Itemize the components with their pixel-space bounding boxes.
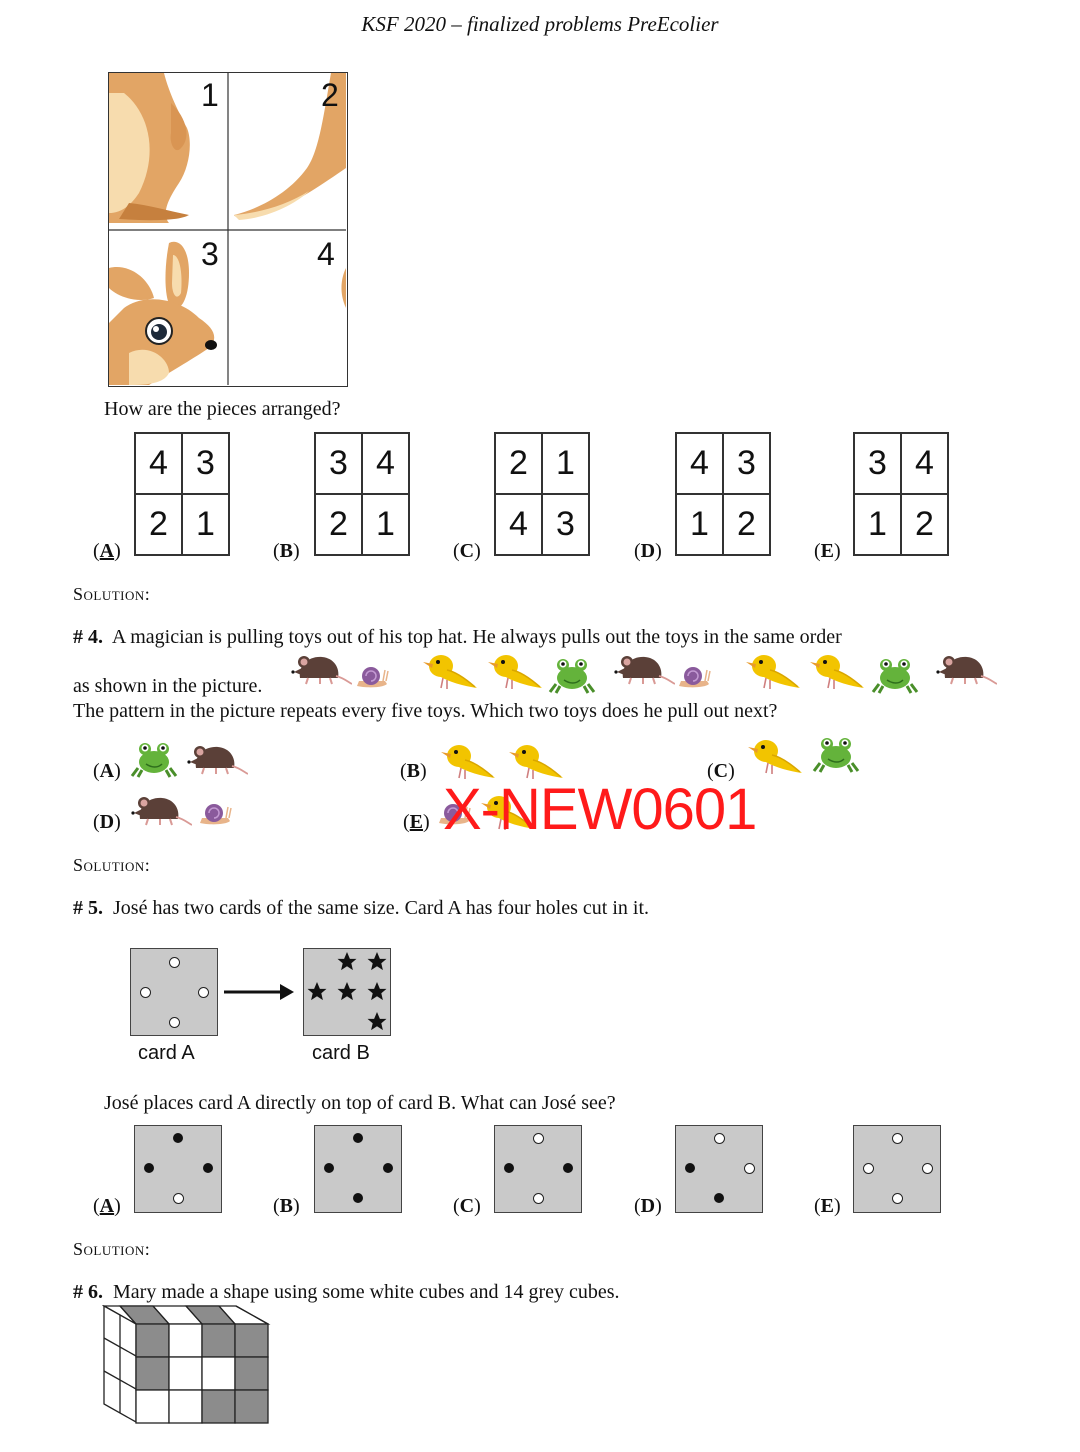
problem-number: # 4. (73, 626, 103, 648)
option-b-label[interactable]: (B) (273, 540, 300, 562)
option-c-label[interactable]: (C) (453, 540, 481, 562)
option-d-label[interactable]: (D) (634, 540, 662, 562)
option-letter: E (820, 1195, 835, 1217)
grey-cube (136, 1357, 169, 1390)
mouse-icon (935, 648, 997, 693)
grey-cube (235, 1357, 268, 1390)
problem-number: # 5. (73, 897, 103, 919)
card-b (303, 948, 391, 1036)
option-d-grid[interactable] (675, 432, 771, 556)
hole-icon (169, 957, 180, 968)
hole-icon (533, 1193, 544, 1204)
grid-cell: 4 (495, 494, 542, 555)
problem-4-line2: as shown in the picture. (73, 675, 263, 697)
problem-5-question: José places card A directly on top of card B. What can José see? (104, 1092, 616, 1114)
stars-pattern (304, 949, 390, 1035)
p5-option-a-label[interactable]: (A) (93, 1195, 121, 1217)
white-cube (136, 1390, 169, 1423)
mouse-icon (613, 648, 675, 693)
problem-5-line (73, 897, 649, 920)
option-letter: B (279, 1195, 294, 1217)
p5-option-b-label[interactable]: (B) (273, 1195, 300, 1217)
question-text: How are the pieces arranged? (104, 398, 341, 420)
grid-cell: 3 (182, 433, 229, 494)
grid-cell: 1 (676, 494, 723, 555)
dot-icon (504, 1163, 514, 1173)
option-letter: B (279, 540, 294, 562)
page-header: KSF 2020 – finalized problems PreEcolier (361, 12, 719, 36)
grey-cube (235, 1390, 268, 1423)
grid-cell: 1 (854, 494, 901, 555)
option-letter: A (99, 760, 115, 782)
tile-number: 3 (201, 236, 219, 272)
option-letter: D (640, 540, 656, 562)
p4-option-a-toys[interactable] (130, 738, 260, 782)
option-letter: C (713, 760, 729, 782)
white-cube (169, 1390, 202, 1423)
option-a-label[interactable]: (A) (93, 540, 121, 562)
hole-icon (892, 1193, 903, 1204)
frog-icon (548, 654, 596, 699)
card-b-label: card B (312, 1042, 370, 1064)
option-letter: D (640, 1195, 656, 1217)
tile-number: 1 (201, 77, 219, 113)
dot-icon (173, 1133, 183, 1143)
grid-cell: 2 (135, 494, 182, 555)
toy-sequence (290, 648, 1000, 694)
mouse-icon (186, 738, 248, 783)
arrow-right-icon (224, 982, 296, 1002)
p4-option-c-toys[interactable] (744, 733, 879, 777)
dot-icon (563, 1163, 573, 1173)
mouse-icon (290, 648, 352, 693)
snail-icon (355, 662, 389, 695)
bird-icon (742, 648, 802, 699)
problem-number: # 6. (73, 1281, 103, 1303)
option-c-grid[interactable] (494, 432, 590, 556)
solution-label: Solution: (73, 1239, 151, 1259)
hole-icon (198, 987, 209, 998)
bird-icon (484, 648, 544, 699)
option-b-grid[interactable] (314, 432, 410, 556)
grid-cell: 2 (901, 494, 948, 555)
dot-icon (203, 1163, 213, 1173)
frog-icon (871, 654, 919, 699)
option-e-label[interactable]: (E) (814, 540, 841, 562)
grey-cube (202, 1324, 235, 1357)
option-letter: C (459, 1195, 475, 1217)
kangaroo-illustration (109, 73, 346, 385)
star-icon (308, 982, 327, 1000)
grid-cell: 2 (723, 494, 770, 555)
snail-icon (677, 662, 711, 695)
card-a (130, 948, 218, 1036)
grid-cell: 4 (135, 433, 182, 494)
grid-cell: 3 (542, 494, 589, 555)
p5-option-d-card[interactable] (675, 1125, 763, 1213)
kangaroo-puzzle (108, 72, 348, 387)
star-icon (368, 982, 387, 1000)
problem-6-line (73, 1281, 620, 1304)
grey-cube (235, 1324, 268, 1357)
option-a-grid[interactable] (134, 432, 230, 556)
grid-cell: 1 (362, 494, 409, 555)
p4-option-c-label[interactable]: (C) (707, 760, 735, 782)
option-letter: D (99, 811, 115, 833)
white-cube (169, 1324, 202, 1357)
dot-icon (324, 1163, 334, 1173)
p5-option-b-card[interactable] (314, 1125, 402, 1213)
grid-cell: 4 (676, 433, 723, 494)
problem-4-line3: The pattern in the picture repeats every five toys. Which two toys does he pull out next? (73, 700, 778, 722)
p5-option-c-label[interactable]: (C) (453, 1195, 481, 1217)
p5-option-e-card[interactable] (853, 1125, 941, 1213)
problem-text: José has two cards of the same size. Card A has four holes cut in it. (113, 897, 649, 919)
hole-icon (892, 1133, 903, 1144)
hole-icon (140, 987, 151, 998)
dot-icon (685, 1163, 695, 1173)
star-icon (368, 1012, 387, 1030)
star-icon (338, 982, 357, 1000)
dot-icon (144, 1163, 154, 1173)
option-letter: E (820, 540, 835, 562)
problem-text: Mary made a shape using some white cubes and 14 grey cubes. (113, 1281, 620, 1303)
card-a-label: card A (138, 1042, 195, 1064)
grey-cube (202, 1390, 235, 1423)
frog-icon (812, 733, 860, 778)
hole-icon (169, 1017, 180, 1028)
white-cube (202, 1357, 235, 1390)
p4-option-e-label[interactable]: (E) (403, 811, 430, 833)
star-icon (338, 952, 357, 970)
hole-icon (533, 1133, 544, 1144)
grid-cell: 2 (315, 494, 362, 555)
hole-icon (863, 1163, 874, 1174)
white-cube (169, 1357, 202, 1390)
p4-option-d-label[interactable]: (D) (93, 811, 121, 833)
option-letter: B (406, 760, 421, 782)
p5-option-a-card[interactable] (134, 1125, 222, 1213)
tile-number: 2 (321, 77, 339, 113)
hole-icon (714, 1133, 725, 1144)
dot-icon (353, 1193, 363, 1203)
grid-cell: 3 (854, 433, 901, 494)
grid-cell: 3 (315, 433, 362, 494)
p5-option-d-label[interactable]: (D) (634, 1195, 662, 1217)
problem-text: A magician is pulling toys out of his top hat. He always pulls out the toys in the same order (111, 626, 842, 648)
option-letter: C (459, 540, 475, 562)
grid-cell: 2 (495, 433, 542, 494)
option-letter: A (99, 1195, 115, 1217)
tile-number: 4 (317, 236, 335, 272)
bird-icon (419, 648, 479, 699)
grid-cell: 3 (723, 433, 770, 494)
snail-icon (198, 799, 232, 832)
p5-option-c-card[interactable] (494, 1125, 582, 1213)
p4-option-b-label[interactable]: (B) (400, 760, 427, 782)
grid-cell: 1 (182, 494, 229, 555)
hole-icon (744, 1163, 755, 1174)
dot-icon (714, 1193, 724, 1203)
option-e-grid[interactable] (853, 432, 949, 556)
grid-cell: 4 (901, 433, 948, 494)
mouse-icon (130, 789, 192, 834)
option-letter: E (409, 811, 424, 833)
bird-icon (806, 648, 866, 699)
p5-option-e-label[interactable]: (E) (814, 1195, 841, 1217)
p4-option-d-toys[interactable] (130, 789, 250, 833)
hole-icon (922, 1163, 933, 1174)
option-letter: A (99, 540, 115, 562)
star-icon (368, 952, 387, 970)
hole-icon (173, 1193, 184, 1204)
cube-shape-illustration (102, 1304, 272, 1429)
grey-cube (136, 1324, 169, 1357)
solution-label: Solution: (73, 584, 151, 604)
p4-option-a-label[interactable]: (A) (93, 760, 121, 782)
grid-cell: 1 (542, 433, 589, 494)
solution-label: Solution: (73, 855, 151, 875)
dot-icon (383, 1163, 393, 1173)
grid-cell: 4 (362, 433, 409, 494)
problem-4-line1 (73, 626, 842, 649)
watermark: X-NEW0601 (443, 777, 757, 842)
dot-icon (353, 1133, 363, 1143)
frog-icon (130, 738, 178, 783)
